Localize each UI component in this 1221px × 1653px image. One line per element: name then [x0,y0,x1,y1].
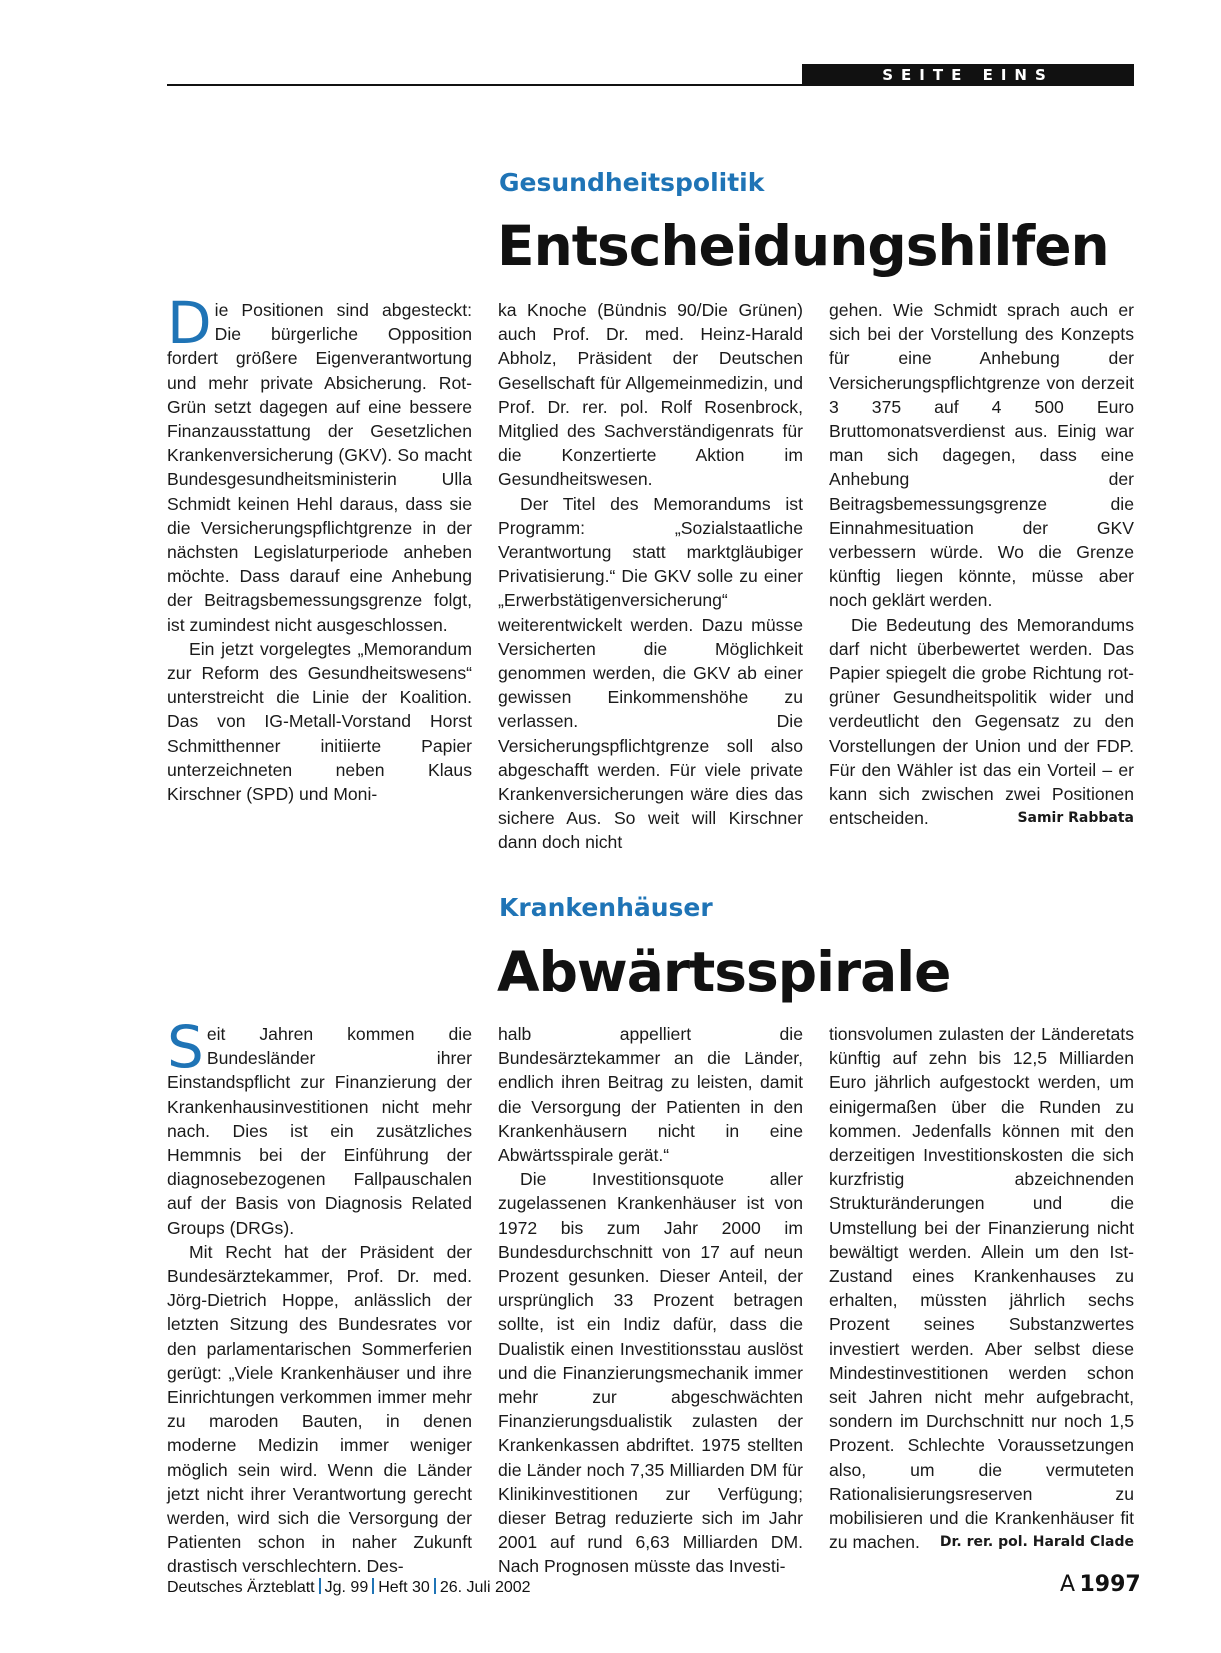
article2-author: Dr. rer. pol. Harald Clade [939,1534,1134,1551]
article2-column-1 [167,1013,472,1579]
footer-separator [434,1578,436,1594]
article1-headline: Entscheidungshilfen [497,214,1109,278]
article2-paragraph: tionsvolumen zulasten der Länderetats künftig auf zehn bis 12,5 Milliarden Euro jährlich aufgestockt werden, um einigermaßen über die Runden zu kommen. Jedenfalls können mit den derzeitigen Investitionskosten die sich kurzfristig abzeichnenden Strukturänderungen und die Umstellung bei der Finanzierung nicht bewältigt werden. Allein um den Ist-Zustand eines Krankenhauses zu erhalten, müssten jährlich sechs Prozent seines Substanzwertes investiert werden. Aber selbst diese Mindestinvestitionen werden schon seit Jahren nicht mehr aufgebracht, sondern im Durchschnitt nur noch 1,5 Prozent. Schlechte Voraussetzungen also, um die vermuteten Rationalisierungsreserven zu mobilisieren und die Krankenhäuser fit zu machen. [829,1024,1134,1553]
article2-paragraph: eit Jahren kommen die Bundesländer ihrer Einstandspflicht zur Finanzierung der Krankenhausinvestitionen nicht mehr nach. Dies ist ein zusätzliches Hemmnis bei der Einführung der diagnosebezogenen Fallpauschalen auf der Basis von Diagnosis Related Groups (DRGs). [167,1024,472,1238]
article1-kicker: Gesundheitspolitik [499,168,765,197]
article1-paragraph: Ein jetzt vorgelegtes „Memorandum zur Reform des Gesundheitswesens“ unterstreicht die Linie der Koalition. Das von IG-Metall-Vorstand Horst Schmitthenner initiierte Papier unterzeichneten neben Klaus Kirschner (SPD) und Moni- [167,638,472,805]
journal-date: 26. Juli 2002 [439,1579,531,1596]
footer-separator [319,1578,321,1594]
article2-paragraph: halb appelliert die Bundesärztekammer an die Länder, endlich ihren Beitrag zu leisten, damit die Versorgung der Patienten in den Krankenhäusern nicht in eine Abwärtsspirale gerät.“ [498,1024,803,1166]
section-tag: SEITE EINS [802,64,1134,86]
footer-separator [372,1578,374,1594]
page-footer [167,1578,531,1597]
article2-body [167,1013,1134,1579]
article1-dropcap: D [167,289,212,357]
article1-paragraph: Der Titel des Memorandums ist Programm: „Sozialstaatliche Verantwortung statt marktgläubiger Privatisierung.“ Die GKV solle zu einer „Erwerbstätigenversicherung“ weiterentwickelt werden. Dazu müsse Versicherten die Möglichkeit genommen werden, die GKV ab einer gewissen Einkommenshöhe zu verlassen. Die Versicherungspflichtgrenze soll also abgeschafft werden. Für viele private Krankenversicherungen wäre dies das sichere Aus. So weit will Kirschner dann doch nicht [498,493,803,853]
page-prefix: A [1060,1572,1076,1597]
article2-column-2 [498,1022,803,1579]
article1-paragraph: Die Bedeutung des Memorandums darf nicht überbewertet werden. Das Papier spiegelt die grobe Richtung rot-grüner Gesundheitspolitik wider und verdeutlicht den Gegensatz zu den Vorstellungen der Union und der FDP. Für den Wähler ist das ein Vorteil – er kann sich zwischen zwei Positionen entscheiden. [829,614,1134,829]
page-number-value: 1997 [1079,1572,1141,1597]
article1-paragraph: ka Knoche (Bündnis 90/Die Grünen) auch Prof. Dr. med. Heinz-Harald Abholz, Präsident der Deutschen Gesellschaft für Allgemeinmedizin, und Prof. Dr. rer. pol. Rolf Rosenbrock, Mitglied des Sachverständigenrats für die Konzertierte Aktion im Gesundheitswesen. [498,300,803,490]
journal-volume: Jg. 99 [324,1579,369,1596]
page-number [1060,1572,1141,1597]
journal-name: Deutsches Ärzteblatt [167,1579,315,1596]
article2-column-3 [829,1022,1134,1579]
article1-column-2 [498,298,803,855]
article2-kicker: Krankenhäuser [499,893,713,922]
article1-column-1 [167,289,472,855]
journal-issue: Heft 30 [378,1579,430,1596]
article1-paragraph: ie Positionen sind abgesteckt: Die bürgerliche Opposition fordert größere Eigenverantwortung und mehr private Absicherung. Rot-Grün setzt dagegen auf eine bessere Finanzausstattung der Gesetzlichen Krankenversicherung (GKV). So macht Bundesgesundheitsministerin Ulla Schmidt keinen Hehl daraus, dass sie die Versicherungspflichtgrenze in der nächsten Legislaturperiode anheben möchte. Dass darauf eine Anhebung der Beitragsbemessungsgrenze folgt, ist zumindest nicht ausgeschlossen. [167,300,472,635]
article1-author: Samir Rabbata [1017,810,1134,827]
article2-dropcap: S [167,1013,204,1081]
article2-paragraph: Mit Recht hat der Präsident der Bundesärztekammer, Prof. Dr. med. Jörg-Dietrich Hoppe, anlässlich der letzten Sitzung des Bundesrates vor den parlamentarischen Sommerferien gerügt: „Viele Krankenhäuser und ihre Einrichtungen verkommen immer mehr zu maroden Bauten, in denen moderne Medizin immer weniger möglich sein wird. Wenn die Länder jetzt nicht ihrer Verantwortung gerecht werden, wird sich die Versorgung der Patienten schon in naher Zukunft drastisch verschlechtern. Des- [167,1241,472,1577]
article2-headline: Abwärtsspirale [497,940,951,1004]
article1-column-3 [829,298,1134,855]
article2-paragraph: Die Investitionsquote aller zugelassenen Krankenhäuser ist von 1972 bis zum Jahr 2000 im Bundesdurchschnitt von 17 auf neun Prozent gesunken. Dieser Anteil, der ursprünglich 33 Prozent betragen sollte, ist ein Indiz dafür, dass die Dualistik einen Investitionsstau auslöst und die Finanzierungsmechanik immer mehr zur abgeschwächten Finanzierungsdualistik zulasten der Krankenkassen abdriftet. 1975 stellten die Länder noch 7,35 Milliarden DM für Klinikinvestitionen zur Verfügung; dieser Betrag reduzierte sich im Jahr 2001 auf rund 6,63 Milliarden DM. Nach Prognosen müsste das Investi- [498,1169,803,1577]
article1-paragraph: gehen. Wie Schmidt sprach auch er sich bei der Vorstellung des Konzepts für eine Anhebung der Versicherungspflichtgrenze von derzeit 3 375 auf 4 500 Euro Bruttomonatsverdienst aus. Einig war man sich dagegen, dass eine Anhebung der Beitragsbemessungsgrenze die Einnahmesituation der GKV verbessern würde. Wo die Grenze künftig liegen könnte, müsse aber noch geklärt werden. [829,300,1134,611]
article1-body [167,289,1134,855]
